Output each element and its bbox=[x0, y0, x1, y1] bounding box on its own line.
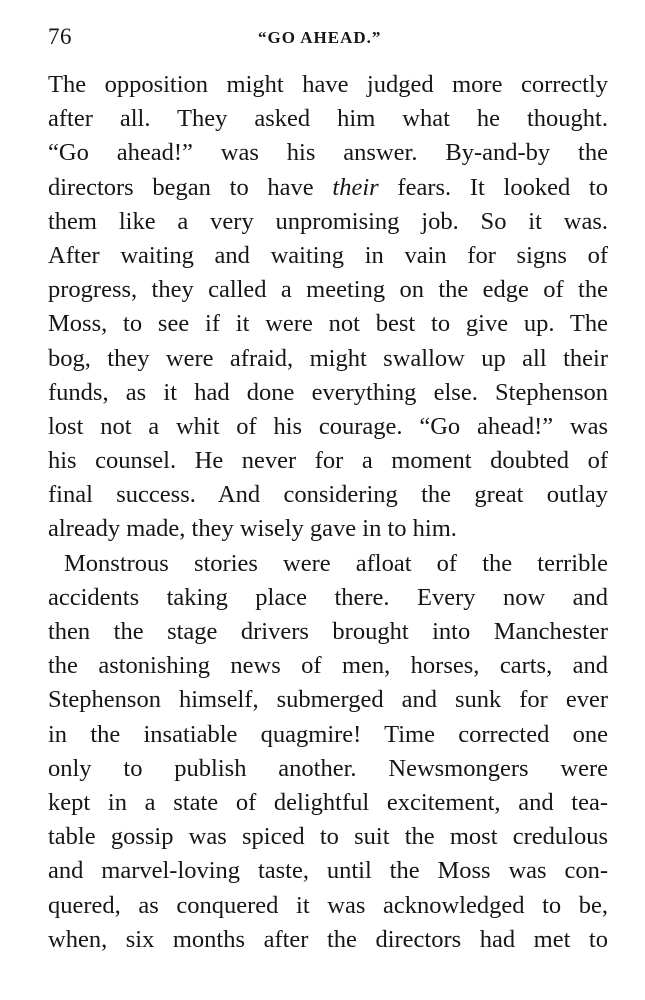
text-line: final success. And considering the great outlay bbox=[48, 481, 608, 509]
text-line: Stephenson himself, submerged and sunk for ever bbox=[48, 686, 608, 714]
text-line: his counsel. He never for a moment doubted of bbox=[48, 447, 608, 475]
text-line: progress, they called a meeting on the edge of the bbox=[48, 276, 608, 304]
text-line: “Go ahead!” was his answer. By-and-by the bbox=[48, 139, 608, 167]
text-line: table gossip was spiced to suit the most credulous bbox=[48, 823, 608, 851]
text-line: and marvel-loving taste, until the Moss was con- bbox=[48, 857, 608, 885]
running-head: “GO AHEAD.” bbox=[258, 28, 382, 47]
text-line: accidents taking place there. Every now and bbox=[48, 583, 608, 611]
text-line: bog, they were afraid, might swallow up all their bbox=[48, 344, 608, 372]
text-line: when, six months after the directors had met to bbox=[48, 925, 608, 953]
text-line: funds, as it had done everything else. Stephenson bbox=[48, 378, 608, 406]
text-line: The opposition might have judged more correctly bbox=[48, 71, 608, 98]
text-line: after all. They asked him what he thought. bbox=[48, 105, 608, 133]
text-line: Monstrous stories were afloat of the terrible bbox=[64, 549, 608, 577]
paragraph-1 bbox=[48, 68, 608, 547]
page-header bbox=[48, 24, 605, 54]
page-number: 76 bbox=[48, 24, 72, 49]
text-line: only to publish another. Newsmongers were bbox=[48, 754, 608, 782]
text-line: Moss, to see if it were not best to give up. The bbox=[48, 310, 608, 338]
text-line: then the stage drivers brought into Manchester bbox=[48, 618, 608, 645]
body-text bbox=[48, 68, 608, 957]
text-line: quered, as conquered it was acknowledged to be, bbox=[48, 891, 608, 919]
text-line: kept in a state of delightful excitement, and tea- bbox=[48, 788, 608, 816]
paragraph-2 bbox=[48, 547, 608, 957]
text-line: directors began to have their fears. It looked to bbox=[48, 173, 608, 201]
text-line: already made, they wisely gave in to him. bbox=[48, 515, 457, 543]
text-line: After waiting and waiting in vain for signs of bbox=[48, 241, 608, 269]
text-line: lost not a whit of his courage. “Go ahead!” was bbox=[48, 412, 608, 440]
text-line: them like a very unpromising job. So it was. bbox=[48, 207, 608, 235]
text-line: in the insatiable quagmire! Time corrected one bbox=[48, 720, 608, 748]
text-line: the astonishing news of men, horses, carts, and bbox=[48, 652, 608, 680]
